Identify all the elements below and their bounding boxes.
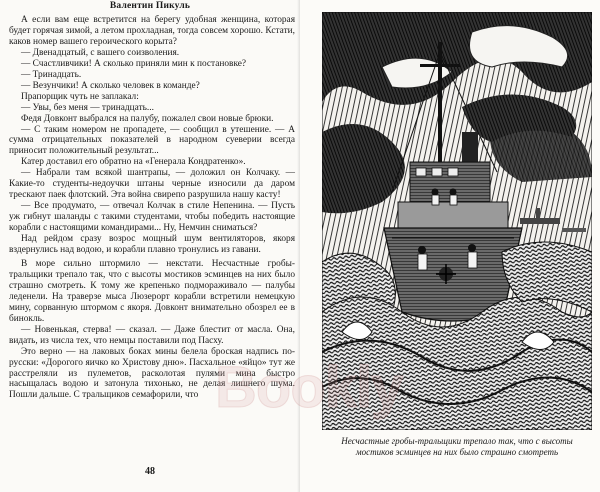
body-text <box>9 15 295 401</box>
caption-line-2: мостиков эсминцев на них было страшно смотреть <box>355 447 559 457</box>
paragraph: Это верно — на лаковых боках мины белела броская надпись по-русски: «Дорогого яичко ко Христову дню». Пасхальное «яйцо» тут же расстреляли из пулеметов, расколотая пулями мина быстро насыщалась водою и затонула тихонько, не делая лишнего шума. Пошли дальше. С тральщиков семафорили, что <box>9 346 295 401</box>
paragraph: Прапорщик чуть не заплакал: <box>21 91 139 102</box>
paragraph: — С таким номером не пропадете, — сообщил в утешение. — А сумма отрицательных показателей в народном суеверии всегда приносит положительный результат... <box>9 124 295 157</box>
paragraph: — Все продумато, — отвечал Колчак в стиле Непенина. — Пусть уж гибнут шаланды с такими студентами, чтобы победить настоящие корабли с настоящими командирами... Ну, Немчин сниматься? <box>9 201 295 234</box>
paragraph: В море сильно штормило — некстати. Несчастные гробы-тральщики трепало так, что с высоты мостиков эсминцев на них было страшно смотреть. К тому же крепенько подмораживало — палубы леденели. На траверзе мыса Люзерорт корабли встретили немецкую мину, сорванную штормом с якоря. Довконт внимательно обозрел ее в бинокль. <box>9 258 295 324</box>
paragraph: — Везунчики! А сколько человек в команде? <box>21 80 200 91</box>
paragraph: А если вам еще встретится на берегу удобная женщина, которая будет горячая зимой, а летом прохладная, тогда совсем хорошо. Кстати, каков номер вашего героического корыта? <box>9 15 295 47</box>
paragraph: — Счастливчики! А сколько приняли мин к постановке? <box>21 58 247 69</box>
paragraph: Катер доставил его обратно на «Генерала Кондратенко». <box>21 157 246 168</box>
paragraph: — Тринадцать. <box>21 69 82 80</box>
ship-in-storm-illustration <box>322 12 592 430</box>
page-number: 48 <box>145 466 155 477</box>
illustration-caption <box>324 436 590 458</box>
paragraph: Федя Довконт выбрался на палубу, пожалел свои новые брюки. <box>21 113 274 124</box>
paragraph: Над рейдом сразу возрос мощный шум вентиляторов, якоря вздернулись над водою, и корабли плавно тронулись из гавани. <box>9 234 295 256</box>
paragraph: — Новенькая, стерва! — сказал. — Даже блестит от масла. Она, видать, из числа тех, что немцы поставили под Пасху. <box>9 324 295 346</box>
caption-line-1: Несчастные гробы-тральщики трепало так, что с высоты <box>341 436 573 446</box>
paragraph: — Увы, без меня — тринадцать... <box>21 102 154 113</box>
right-page <box>300 0 600 492</box>
running-head: Валентин Пикуль <box>109 1 191 11</box>
paragraph: — Двенадцатый, с вашего соизволения. <box>21 47 180 58</box>
paragraph: — Набрали там всякой шантрапы, — доложил он Колчаку. — Какие-то студенты-недоучки штаны черные износили да даром трескают паек флотский. Эта война свирепо разрушила нашу касту! <box>9 168 295 201</box>
